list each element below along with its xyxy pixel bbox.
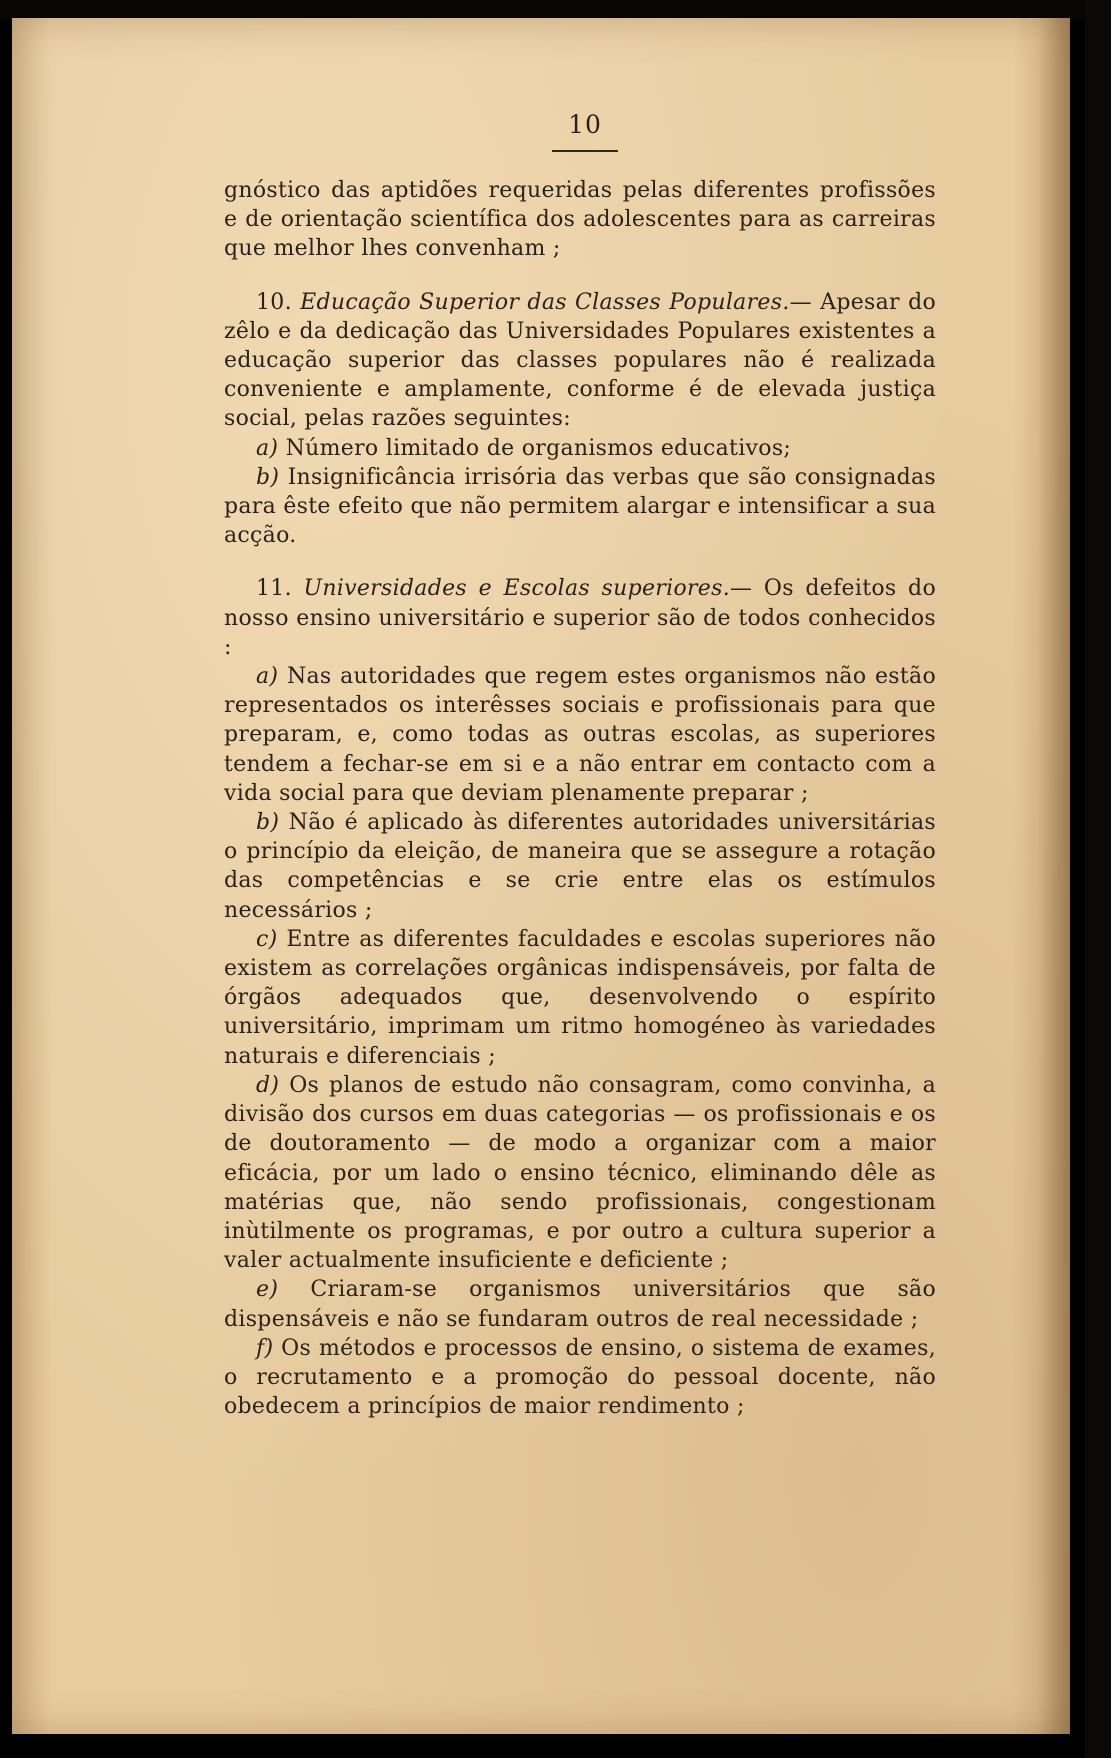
item-text: Os métodos e processos de ensino, o sistema de exames, o recrutamento e a promoção do pessoal docente, não obedecem a princípios de maior rendimento ; bbox=[224, 1335, 936, 1420]
item-marker: a) bbox=[256, 435, 279, 461]
section-11-body: — Os defeitos do nosso ensino universitário e superior são de todos conhecidos : bbox=[224, 576, 936, 660]
section-10-number: 10. bbox=[256, 289, 292, 315]
section-11-item-e bbox=[224, 1275, 936, 1333]
section-11-title: Universidades e Escolas superiores. bbox=[303, 576, 731, 602]
scan-border-right bbox=[1085, 0, 1111, 1758]
item-marker: f) bbox=[256, 1335, 274, 1361]
section-10-body: — Apesar do zêlo e da dedicação das Universidades Populares existentes a educação superior das classes populares não é realizada conveniente e amplamente, conforme é de elevada justiça social, pelas razões seguintes: bbox=[224, 289, 937, 432]
section-11-item-b bbox=[224, 808, 936, 925]
item-text: Nas autoridades que regem estes organismos não estão representados os interêsses sociais e profissionais para que preparam, e, como todas as outras escolas, as superiores tendem a fechar-se em si e a não entrar em contacto com a vida social para que deviam plenamente preparar ; bbox=[224, 664, 937, 806]
item-text: Número limitado de organismos educativos; bbox=[285, 435, 792, 461]
item-marker: e) bbox=[256, 1277, 279, 1303]
paragraph-intro: gnóstico das aptidões requeridas pelas diferentes profissões e de orientação scientífica dos adolescentes para as carreiras que melhor lhes convenham ; bbox=[224, 178, 936, 262]
section-11-number: 11. bbox=[256, 576, 292, 602]
section-11-item-a bbox=[224, 662, 936, 808]
page-fold-shadow bbox=[1038, 18, 1070, 1734]
item-marker: d) bbox=[256, 1072, 280, 1098]
item-text: Insignificância irrisória das verbas que são consignadas para êste efeito que não permitem alargar e intensificar a sua acção. bbox=[224, 464, 937, 549]
item-marker: b) bbox=[256, 810, 280, 836]
section-10-item-a bbox=[224, 434, 936, 463]
section-10-heading-paragraph bbox=[224, 288, 936, 434]
section-11-item-d bbox=[224, 1071, 936, 1275]
item-text: Entre as diferentes faculdades e escolas superiores não existem as correlações orgânicas indispensáveis, por falta de órgãos adequados que, desenvolvendo o espírito universitário, imprimam um ritmo homogéneo às variedades naturais e diferenciais ; bbox=[224, 926, 937, 1069]
section-10-item-b bbox=[224, 463, 936, 551]
item-marker: c) bbox=[256, 926, 278, 952]
item-text: Os planos de estudo não consagram, como convinha, a divisão dos cursos em duas categorias — os profissionais e os de doutoramento — de modo a organizar com a maior eficácia, por um lado o ensino técnico, eliminando dêle as matérias que, não sendo profissionais, congestionam inùtilmente os programas, e por outro a cultura superior a valer actualmente insuficiente e deficiente ; bbox=[224, 1072, 936, 1274]
section-11-item-c bbox=[224, 925, 936, 1071]
section-11-heading-paragraph bbox=[224, 574, 936, 662]
body-text bbox=[224, 176, 936, 1421]
page-number: 10 bbox=[568, 110, 602, 139]
item-text: Não é aplicado às diferentes autoridades universitárias o princípio da eleição, de maneira que se assegure a rotação das competências e se crie entre elas os estímulos necessários ; bbox=[224, 810, 936, 923]
item-text: Criaram-se organismos universitários que são dispensáveis e não se fundaram outros de real necessidade ; bbox=[224, 1277, 936, 1332]
item-marker: b) bbox=[256, 464, 280, 490]
page-number-rule bbox=[552, 150, 618, 152]
section-11-item-f bbox=[224, 1334, 936, 1422]
section-10-title: Educação Superior das Classes Populares. bbox=[300, 289, 790, 315]
item-marker: a) bbox=[256, 664, 279, 690]
scan-border-top bbox=[0, 0, 1111, 20]
